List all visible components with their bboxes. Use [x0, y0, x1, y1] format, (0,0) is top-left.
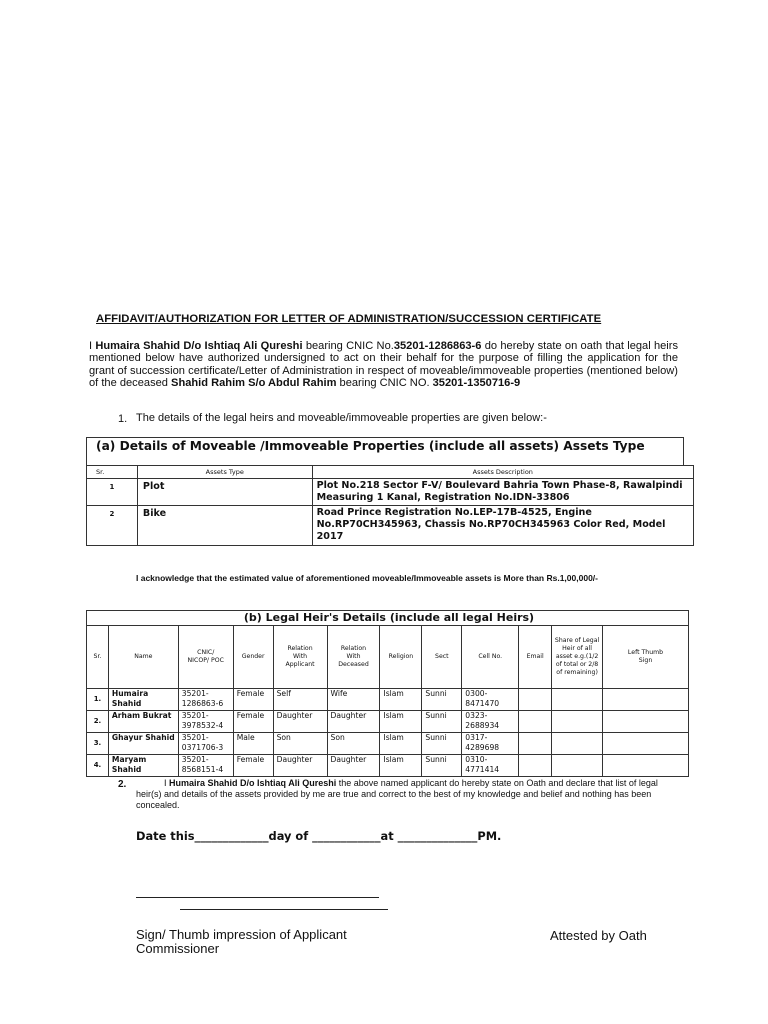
intro-text: bearing CNIC NO.: [336, 377, 433, 390]
heir-name: Ghayur Shahid: [108, 733, 178, 755]
heir-religion: Islam: [380, 755, 422, 777]
heir-sect: Sunni: [422, 733, 462, 755]
heir-share: [552, 711, 603, 733]
heir-thumb: [603, 689, 689, 711]
asset-description: Plot No.218 Sector F-V/ Boulevard Bahria Town Phase-8, Rawalpindi Measuring 1 Kanal, Registration No.IDN-33806: [312, 479, 693, 506]
intro-paragraph: [89, 340, 678, 390]
heir-name: Humaira Shahid: [108, 689, 178, 711]
heir-sect: Sunni: [422, 755, 462, 777]
heir-cell: 0317-4289698: [462, 733, 519, 755]
legal-heirs-table: [86, 610, 689, 777]
table-row: [87, 755, 689, 777]
table-row: [87, 506, 694, 546]
heir-cell: 0300-8471470: [462, 689, 519, 711]
asset-sr: 2: [87, 506, 138, 546]
header-relation-applicant: Relation With Applicant: [273, 626, 327, 689]
asset-type: Plot: [137, 479, 312, 506]
header-email: Email: [519, 626, 552, 689]
intro-text: bearing CNIC No.: [302, 340, 394, 352]
heir-relation-deceased: Wife: [327, 689, 380, 711]
heirs-header-row: [87, 626, 689, 689]
heir-cell: 0310-4771414: [462, 755, 519, 777]
item-1-number: 1.: [118, 413, 128, 425]
heir-cnic: 35201-1286863-6: [178, 689, 233, 711]
header-assets-type: Assets Type: [137, 466, 312, 479]
asset-type: Bike: [137, 506, 312, 546]
heir-share: [552, 755, 603, 777]
heir-relation-applicant: Son: [273, 733, 327, 755]
heir-gender: Male: [233, 733, 273, 755]
asset-sr: 1: [87, 479, 138, 506]
heir-thumb: [603, 733, 689, 755]
header-cell: Cell No.: [462, 626, 519, 689]
header-name: Name: [108, 626, 178, 689]
signature-line: [180, 909, 388, 910]
signature-line: [136, 897, 379, 898]
intro-text: I: [89, 340, 96, 352]
deceased-cnic: 35201-1350716-9: [432, 377, 521, 390]
heir-sect: Sunni: [422, 689, 462, 711]
heir-thumb: [603, 711, 689, 733]
declaration-text: the above named applicant do hereby state on Oath and declare that list of legal heir(s) and details of the assets provided by me are true and correct to the best of my knowledge and belief and nothing has been concealed.: [136, 778, 658, 810]
heir-name: Maryam Shahid: [108, 755, 178, 777]
heir-gender: Female: [233, 711, 273, 733]
table-row: [87, 711, 689, 733]
asset-description: Road Prince Registration No.LEP-17B-4525, Engine No.RP70CH345963, Chassis No.RP70CH345963 Color Red, Model 2017: [312, 506, 693, 546]
header-sect: Sect: [422, 626, 462, 689]
heirs-heading: (b) Legal Heir's Details (include all legal Heirs): [87, 611, 689, 626]
deceased-name: Shahid Rahim S/o Abdul Rahim: [171, 377, 337, 390]
assets-header-row: [87, 466, 694, 479]
header-share: Share of Legal Heir of all asset e.g.(1/2 of total or 2/8 of remaining): [552, 626, 603, 689]
heir-relation-applicant: Daughter: [273, 711, 327, 733]
assets-heading: (a) Details of Moveable /Immoveable Properties (include all assets) Assets Type: [96, 439, 645, 453]
applicant-cnic: 35201-1286863-6: [393, 340, 482, 352]
heir-name: Arham Bukrat: [108, 711, 178, 733]
commissioner-label: Commissioner: [136, 941, 220, 956]
table-row: [87, 479, 694, 506]
intro-text: do hereby state on oath that legal heirs mentioned below have authorized undersigned to act on their behalf for the purpose of filling the application for the grant of succession certificate/Letter of Administration in respect of moveable/immoveable properties (mentioned below) of the deceased: [89, 340, 679, 390]
date-line: Date this_____________day of ____________at ______________PM.: [136, 829, 502, 843]
declaration-paragraph: [136, 778, 680, 811]
heir-relation-deceased: Son: [327, 733, 380, 755]
heir-sr: 4.: [87, 755, 109, 777]
signature-block: [136, 928, 347, 956]
heir-religion: Islam: [380, 733, 422, 755]
assets-table: [86, 465, 694, 546]
heir-email: [519, 755, 552, 777]
heir-relation-applicant: Daughter: [273, 755, 327, 777]
heir-cnic: 35201-3978532-4: [178, 711, 233, 733]
header-sr: Sr.: [87, 626, 109, 689]
heir-cnic: 35201-8568151-4: [178, 755, 233, 777]
attested-label: Attested by Oath: [550, 928, 647, 943]
heir-religion: Islam: [380, 689, 422, 711]
table-row: [87, 689, 689, 711]
heirs-heading-row: [87, 611, 689, 626]
heir-relation-applicant: Self: [273, 689, 327, 711]
header-assets-description: Assets Description: [312, 466, 693, 479]
table-row: [87, 733, 689, 755]
heir-relation-deceased: Daughter: [327, 711, 380, 733]
heir-gender: Female: [233, 755, 273, 777]
heir-sect: Sunni: [422, 711, 462, 733]
header-gender: Gender: [233, 626, 273, 689]
heir-email: [519, 733, 552, 755]
header-thumb: Left Thumb Sign: [603, 626, 689, 689]
signature-label: Sign/ Thumb impression of Applicant: [136, 927, 347, 942]
declaration-text: I: [164, 778, 170, 788]
heir-relation-deceased: Daughter: [327, 755, 380, 777]
heir-sr: 1.: [87, 689, 109, 711]
acknowledgement-text: I acknowledge that the estimated value of aforementioned moveable/Immoveable assets is More than Rs.1,00,000/-: [136, 573, 598, 583]
heir-cnic: 35201-0371706-3: [178, 733, 233, 755]
header-religion: Religion: [380, 626, 422, 689]
item-2-number: 2.: [118, 779, 127, 790]
heir-cell: 0323-2688934: [462, 711, 519, 733]
heir-email: [519, 689, 552, 711]
heir-email: [519, 711, 552, 733]
header-sr: Sr.: [87, 466, 138, 479]
document-title: AFFIDAVIT/AUTHORIZATION FOR LETTER OF ADMINISTRATION/SUCCESSION CERTIFICATE: [96, 313, 602, 325]
header-relation-deceased: Relation With Deceased: [327, 626, 380, 689]
heir-gender: Female: [233, 689, 273, 711]
heir-sr: 3.: [87, 733, 109, 755]
heir-share: [552, 733, 603, 755]
assets-heading-box: [86, 437, 684, 466]
acknowledgement: [89, 573, 679, 584]
heir-sr: 2.: [87, 711, 109, 733]
heir-religion: Islam: [380, 711, 422, 733]
header-cnic: CNIC/ NICOP/ POC: [178, 626, 233, 689]
heir-thumb: [603, 755, 689, 777]
applicant-name: Humaira Shahid D/o Ishtiaq Ali Qureshi: [95, 340, 303, 352]
item-1-text: The details of the legal heirs and moveable/immoveable properties are given below:-: [136, 412, 547, 424]
heir-share: [552, 689, 603, 711]
applicant-name: Humaira Shahid D/o Ishtiaq Ali Qureshi: [169, 778, 337, 788]
